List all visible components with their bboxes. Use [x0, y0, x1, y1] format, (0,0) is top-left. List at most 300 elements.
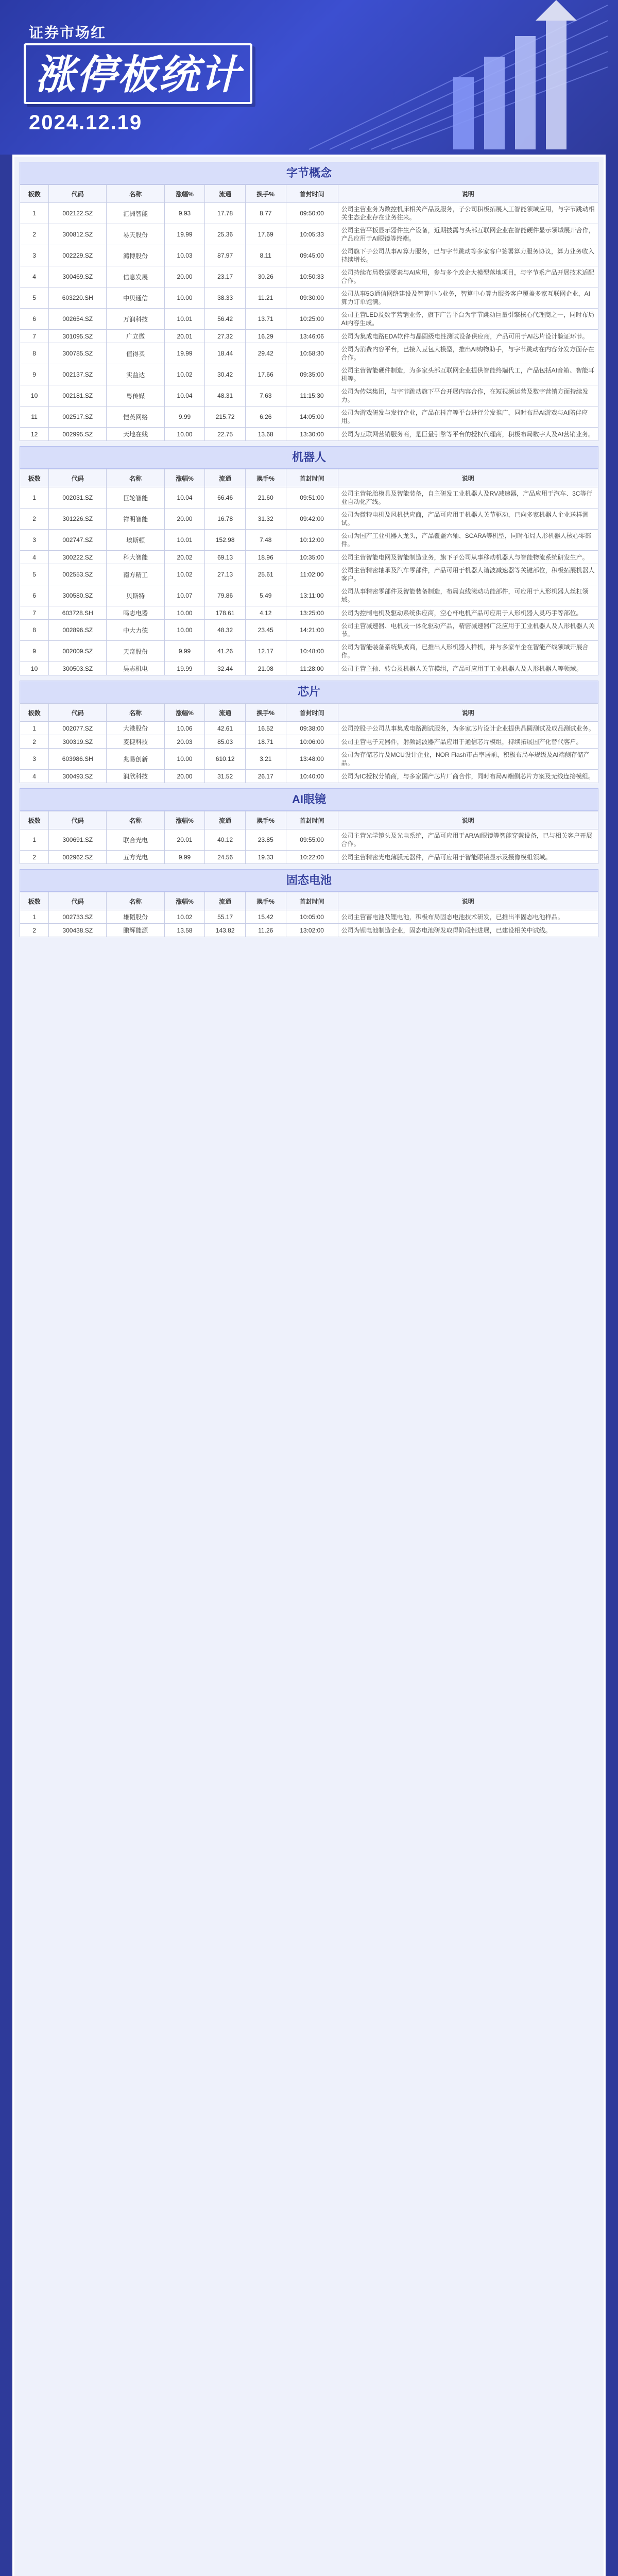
reason-cell: 公司主营主轴、转台及机器人关节模组，产品可应用于工业机器人及人形机器人等领域。: [338, 662, 598, 675]
table-cell: 27.13: [205, 564, 246, 585]
table-cell: 2: [20, 851, 49, 864]
column-header: 涨幅%: [164, 469, 205, 487]
table-cell: 2: [20, 924, 49, 937]
table-cell: 300503.SZ: [49, 662, 107, 675]
table-cell: 11: [20, 406, 49, 428]
table-cell: 9.99: [164, 641, 205, 662]
table-cell: 09:30:00: [286, 287, 338, 309]
table-cell: 中大力德: [107, 620, 164, 641]
table-cell: 鸣志电器: [107, 606, 164, 620]
table-cell: 粤传媒: [107, 385, 164, 406]
reason-cell: 公司为集成电路EDA软件与晶圆级电性测试设备供应商，产品可用于AI芯片设计验证环节。: [338, 330, 598, 343]
table-cell: 1: [20, 829, 49, 851]
column-header: 说明: [338, 185, 598, 203]
content-panel: [12, 155, 606, 2576]
table-cell: 20.01: [164, 330, 205, 343]
table-cell: 09:51:00: [286, 487, 338, 509]
table-cell: 30.42: [205, 364, 246, 385]
table-cell: 21.60: [245, 487, 286, 509]
table-cell: 300812.SZ: [49, 224, 107, 245]
table-cell: 002077.SZ: [49, 722, 107, 735]
table-cell: 301095.SZ: [49, 330, 107, 343]
column-header: 代码: [49, 704, 107, 722]
table-cell: 13:30:00: [286, 428, 338, 441]
table-cell: 002137.SZ: [49, 364, 107, 385]
table-row: [20, 309, 598, 330]
table-cell: 300580.SZ: [49, 585, 107, 606]
table-cell: 002747.SZ: [49, 530, 107, 551]
table-cell: 85.03: [205, 735, 246, 749]
column-header: 说明: [338, 704, 598, 722]
column-header: 代码: [49, 469, 107, 487]
table-cell: 10.04: [164, 385, 205, 406]
table-cell: 13.71: [245, 309, 286, 330]
table-cell: 55.17: [205, 910, 246, 924]
section-4: [20, 869, 598, 937]
table-cell: 21.08: [245, 662, 286, 675]
table-cell: 7.63: [245, 385, 286, 406]
column-header: 首封时间: [286, 704, 338, 722]
table-cell: 13:11:00: [286, 585, 338, 606]
table-header-row: [20, 469, 598, 487]
reason-cell: 公司为互联网营销服务商，是巨量引擎等平台的授权代理商，积极布局数字人及AI营销业务。: [338, 428, 598, 441]
header-banner: [0, 0, 618, 155]
table-cell: 10:22:00: [286, 851, 338, 864]
table-cell: 10:05:33: [286, 224, 338, 245]
table-cell: 8.11: [245, 245, 286, 266]
table-cell: 20.00: [164, 266, 205, 287]
table-cell: 五方光电: [107, 851, 164, 864]
reason-cell: 公司主营光学镜头及光电系统，产品可应用于AR/AI眼镜等智能穿戴设备，已与相关客户开展合作。: [338, 829, 598, 851]
table-cell: 11:02:00: [286, 564, 338, 585]
table-cell: 30.26: [245, 266, 286, 287]
column-header: 名称: [107, 892, 164, 910]
table-cell: 8.77: [245, 203, 286, 224]
table-row: [20, 509, 598, 530]
page-title: 涨停板统计: [35, 52, 242, 97]
column-header: 说明: [338, 469, 598, 487]
table-cell: 23.85: [245, 829, 286, 851]
table-cell: 值得买: [107, 343, 164, 364]
limit-up-table: [20, 811, 598, 864]
table-cell: 20.00: [164, 770, 205, 783]
column-header: 涨幅%: [164, 185, 205, 203]
table-cell: 13:02:00: [286, 924, 338, 937]
table-row: [20, 224, 598, 245]
section-3: [20, 788, 598, 864]
table-cell: 79.86: [205, 585, 246, 606]
table-cell: 002553.SZ: [49, 564, 107, 585]
table-cell: 300691.SZ: [49, 829, 107, 851]
reason-cell: 公司主营平板显示器件生产设备，近期披露与头部互联网企业在智能硬件显示领域展开合作，产品应用于AI眼镜等终端。: [338, 224, 598, 245]
table-row: [20, 287, 598, 309]
table-cell: 10:06:00: [286, 735, 338, 749]
column-header: 流通: [205, 892, 246, 910]
table-cell: 31.52: [205, 770, 246, 783]
reason-cell: 公司旗下子公司从事AI算力服务，已与字节跳动等多家客户签署算力服务协议，算力业务收入持续增长。: [338, 245, 598, 266]
table-cell: 002654.SZ: [49, 309, 107, 330]
column-header: 代码: [49, 185, 107, 203]
table-cell: 22.75: [205, 428, 246, 441]
table-cell: 11.26: [245, 924, 286, 937]
reason-cell: 公司从事5G通信网络建设及智算中心业务，智算中心算力服务客户覆盖多家互联网企业，AI算力订单饱满。: [338, 287, 598, 309]
table-cell: 87.97: [205, 245, 246, 266]
table-row: [20, 641, 598, 662]
table-cell: 联合光电: [107, 829, 164, 851]
reason-cell: 公司为智能装备系统集成商，已推出人形机器人样机，并与多家车企在智能产线领域开展合作。: [338, 641, 598, 662]
table-cell: 广立微: [107, 330, 164, 343]
reason-cell: 公司控股子公司从事集成电路测试服务，为多家芯片设计企业提供晶圆测试及成品测试业务。: [338, 722, 598, 735]
table-cell: 10.00: [164, 620, 205, 641]
table-row: [20, 266, 598, 287]
column-header: 说明: [338, 892, 598, 910]
table-cell: 祥明智能: [107, 509, 164, 530]
decorative-arrow-graphic: [299, 0, 618, 155]
section-2: [20, 681, 598, 783]
table-cell: 603220.SH: [49, 287, 107, 309]
table-cell: 巨轮智能: [107, 487, 164, 509]
table-cell: 万润科技: [107, 309, 164, 330]
table-cell: 8: [20, 343, 49, 364]
reason-cell: 公司主营精密轴承及汽车零部件，产品可用于机器人谐波减速器等关键部位，积极拓展机器人客户。: [338, 564, 598, 585]
table-cell: 4.12: [245, 606, 286, 620]
table-cell: 300222.SZ: [49, 551, 107, 564]
table-row: [20, 829, 598, 851]
table-cell: 7: [20, 330, 49, 343]
table-cell: 002229.SZ: [49, 245, 107, 266]
table-cell: 152.98: [205, 530, 246, 551]
table-cell: 17.66: [245, 364, 286, 385]
table-cell: 20.01: [164, 829, 205, 851]
limit-up-table: [20, 184, 598, 441]
table-row: [20, 735, 598, 749]
table-cell: 09:38:00: [286, 722, 338, 735]
column-header: 涨幅%: [164, 892, 205, 910]
table-cell: 4: [20, 266, 49, 287]
column-header: 流通: [205, 469, 246, 487]
table-cell: 18.96: [245, 551, 286, 564]
table-cell: 29.42: [245, 343, 286, 364]
table-cell: 天地在线: [107, 428, 164, 441]
table-cell: 7.48: [245, 530, 286, 551]
table-cell: 002896.SZ: [49, 620, 107, 641]
table-header-row: [20, 704, 598, 722]
table-header-row: [20, 811, 598, 829]
table-cell: 汇洲智能: [107, 203, 164, 224]
table-cell: 48.32: [205, 620, 246, 641]
table-cell: 9: [20, 364, 49, 385]
table-cell: 10.00: [164, 428, 205, 441]
reason-cell: 公司为消费内容平台，已接入豆包大模型，推出AI购物助手，与字节跳动在内容分发方面存在合作。: [338, 343, 598, 364]
table-cell: 10.00: [164, 606, 205, 620]
table-cell: 10: [20, 385, 49, 406]
table-cell: 1: [20, 910, 49, 924]
reason-cell: 公司主营业务为数控机床相关产品及服务，子公司积极拓展人工智能领域应用，与字节跳动相关生态企业存在业务往来。: [338, 203, 598, 224]
table-cell: 25.61: [245, 564, 286, 585]
reason-cell: 公司主营精密光电薄膜元器件，产品可应用于智能眼镜显示及摄像模组领域。: [338, 851, 598, 864]
reason-cell: 公司持续布局数据要素与AI应用，参与多个政企大模型落地项目，与字节系产品开展技术适配合作。: [338, 266, 598, 287]
table-cell: 3: [20, 530, 49, 551]
table-cell: 11.21: [245, 287, 286, 309]
table-cell: 23.45: [245, 620, 286, 641]
column-header: 板数: [20, 469, 49, 487]
table-cell: 9.93: [164, 203, 205, 224]
table-cell: 10: [20, 662, 49, 675]
table-row: [20, 585, 598, 606]
table-cell: 10.01: [164, 530, 205, 551]
column-header: 流通: [205, 185, 246, 203]
table-cell: 143.82: [205, 924, 246, 937]
table-row: [20, 770, 598, 783]
table-cell: 603728.SH: [49, 606, 107, 620]
table-cell: 10:12:00: [286, 530, 338, 551]
table-cell: 10.00: [164, 749, 205, 770]
limit-up-table: [20, 703, 598, 783]
table-cell: 南方精工: [107, 564, 164, 585]
table-cell: 16.52: [245, 722, 286, 735]
reason-cell: 公司从事精密零部件及智能装备制造，布局直线滚动功能部件，可应用于人形机器人丝杠领域。: [338, 585, 598, 606]
table-cell: 5.49: [245, 585, 286, 606]
table-cell: 10:25:00: [286, 309, 338, 330]
table-cell: 4: [20, 770, 49, 783]
table-cell: 鸿博股份: [107, 245, 164, 266]
table-cell: 19.99: [164, 343, 205, 364]
table-cell: 48.31: [205, 385, 246, 406]
table-cell: 12: [20, 428, 49, 441]
column-header: 名称: [107, 469, 164, 487]
reason-cell: 公司主营LED及数字营销业务，旗下广告平台为字节跳动巨量引擎核心代理商之一，同时布局AI内容生成。: [338, 309, 598, 330]
reason-cell: 公司为锂电池制造企业，固态电池研发取得阶段性进展，已建设相关中试线。: [338, 924, 598, 937]
table-cell: 16.29: [245, 330, 286, 343]
table-cell: 19.33: [245, 851, 286, 864]
table-cell: 恺英网络: [107, 406, 164, 428]
column-header: 换手%: [245, 704, 286, 722]
table-cell: 3: [20, 749, 49, 770]
column-header: 名称: [107, 704, 164, 722]
column-header: 首封时间: [286, 469, 338, 487]
column-header: 名称: [107, 185, 164, 203]
table-row: [20, 364, 598, 385]
reason-cell: 公司主营智能电网及智能制造业务，旗下子公司从事移动机器人与智能物流系统研发生产。: [338, 551, 598, 564]
table-cell: 10:50:33: [286, 266, 338, 287]
table-cell: 25.36: [205, 224, 246, 245]
table-cell: 10.02: [164, 364, 205, 385]
table-cell: 002009.SZ: [49, 641, 107, 662]
table-cell: 32.44: [205, 662, 246, 675]
table-cell: 天奇股份: [107, 641, 164, 662]
table-cell: 002962.SZ: [49, 851, 107, 864]
reason-cell: 公司为传媒集团，与字节跳动旗下平台开展内容合作，在短视频运营及数字营销方面持续发力。: [338, 385, 598, 406]
table-cell: 13:48:00: [286, 749, 338, 770]
column-header: 换手%: [245, 811, 286, 829]
table-cell: 17.78: [205, 203, 246, 224]
table-row: [20, 924, 598, 937]
table-cell: 9: [20, 641, 49, 662]
section-title: AI眼镜: [20, 788, 598, 811]
table-cell: 2: [20, 509, 49, 530]
column-header: 流通: [205, 811, 246, 829]
column-header: 涨幅%: [164, 704, 205, 722]
table-cell: 1: [20, 487, 49, 509]
table-cell: 610.12: [205, 749, 246, 770]
table-cell: 20.02: [164, 551, 205, 564]
table-row: [20, 551, 598, 564]
reason-cell: 公司为游戏研发与发行企业，产品在抖音等平台进行分发推广，同时布局AI游戏与AI陪伴应用。: [338, 406, 598, 428]
table-cell: 埃斯顿: [107, 530, 164, 551]
table-cell: 13:25:00: [286, 606, 338, 620]
table-row: [20, 406, 598, 428]
brand-name: 证券市场红: [29, 25, 107, 41]
table-cell: 002995.SZ: [49, 428, 107, 441]
table-cell: 2: [20, 224, 49, 245]
table-cell: 215.72: [205, 406, 246, 428]
column-header: 板数: [20, 811, 49, 829]
column-header: 板数: [20, 704, 49, 722]
column-header: 换手%: [245, 185, 286, 203]
table-row: [20, 606, 598, 620]
table-cell: 002733.SZ: [49, 910, 107, 924]
column-header: 代码: [49, 892, 107, 910]
reason-cell: 公司主营减速器、电机及一体化驱动产品，精密减速器广泛应用于工业机器人及人形机器人关节。: [338, 620, 598, 641]
table-cell: 42.61: [205, 722, 246, 735]
table-cell: 38.33: [205, 287, 246, 309]
table-cell: 31.32: [245, 509, 286, 530]
table-cell: 10.00: [164, 287, 205, 309]
table-cell: 23.17: [205, 266, 246, 287]
table-cell: 18.44: [205, 343, 246, 364]
table-cell: 09:50:00: [286, 203, 338, 224]
table-cell: 11:15:30: [286, 385, 338, 406]
table-cell: 1: [20, 722, 49, 735]
table-cell: 17.69: [245, 224, 286, 245]
table-cell: 40.12: [205, 829, 246, 851]
table-header-row: [20, 892, 598, 910]
table-cell: 19.99: [164, 662, 205, 675]
table-row: [20, 564, 598, 585]
table-row: [20, 530, 598, 551]
table-cell: 18.71: [245, 735, 286, 749]
section-title: 字节概念: [20, 162, 598, 184]
table-cell: 10.02: [164, 564, 205, 585]
table-cell: 002122.SZ: [49, 203, 107, 224]
table-cell: 301226.SZ: [49, 509, 107, 530]
section-0: [20, 162, 598, 441]
table-cell: 14:21:00: [286, 620, 338, 641]
table-cell: 10.04: [164, 487, 205, 509]
table-cell: 19.99: [164, 224, 205, 245]
table-cell: 10:35:00: [286, 551, 338, 564]
table-cell: 26.17: [245, 770, 286, 783]
column-header: 换手%: [245, 892, 286, 910]
column-header: 涨幅%: [164, 811, 205, 829]
table-cell: 10.02: [164, 910, 205, 924]
table-cell: 603986.SH: [49, 749, 107, 770]
table-cell: 1: [20, 203, 49, 224]
column-header: 代码: [49, 811, 107, 829]
reason-cell: 公司主营智能硬件制造，为多家头部互联网企业提供智能终端代工，产品包括AI音箱、智能耳机等。: [338, 364, 598, 385]
table-cell: 11:28:00: [286, 662, 338, 675]
table-cell: 002517.SZ: [49, 406, 107, 428]
table-row: [20, 428, 598, 441]
table-row: [20, 851, 598, 864]
table-row: [20, 620, 598, 641]
table-cell: 300319.SZ: [49, 735, 107, 749]
table-cell: 2: [20, 735, 49, 749]
section-title: 机器人: [20, 446, 598, 469]
table-cell: 6.26: [245, 406, 286, 428]
table-cell: 昊志机电: [107, 662, 164, 675]
table-cell: 10:58:30: [286, 343, 338, 364]
table-row: [20, 487, 598, 509]
column-header: 流通: [205, 704, 246, 722]
section-title: 固态电池: [20, 869, 598, 892]
table-cell: 10.07: [164, 585, 205, 606]
column-header: 首封时间: [286, 811, 338, 829]
table-cell: 科大智能: [107, 551, 164, 564]
table-cell: 5: [20, 287, 49, 309]
reason-cell: 公司为控制电机及驱动系统供应商，空心杯电机产品可应用于人形机器人灵巧手等部位。: [338, 606, 598, 620]
reason-cell: 公司主营蓄电池及锂电池，积极布局固态电池技术研发，已推出半固态电池样品。: [338, 910, 598, 924]
table-row: [20, 203, 598, 224]
table-row: [20, 330, 598, 343]
table-cell: 8: [20, 620, 49, 641]
table-cell: 兆易创新: [107, 749, 164, 770]
table-row: [20, 343, 598, 364]
table-row: [20, 245, 598, 266]
table-row: [20, 722, 598, 735]
table-cell: 5: [20, 564, 49, 585]
table-cell: 10.06: [164, 722, 205, 735]
table-cell: 鹏辉能源: [107, 924, 164, 937]
table-cell: 09:55:00: [286, 829, 338, 851]
table-cell: 易天股份: [107, 224, 164, 245]
table-cell: 27.32: [205, 330, 246, 343]
table-cell: 9.99: [164, 851, 205, 864]
column-header: 板数: [20, 185, 49, 203]
table-cell: 13.58: [164, 924, 205, 937]
table-cell: 002181.SZ: [49, 385, 107, 406]
table-cell: 6: [20, 585, 49, 606]
table-cell: 信息发展: [107, 266, 164, 287]
section-title: 芯片: [20, 681, 598, 703]
table-cell: 润欣科技: [107, 770, 164, 783]
table-cell: 16.78: [205, 509, 246, 530]
column-header: 说明: [338, 811, 598, 829]
table-header-row: [20, 185, 598, 203]
column-header: 板数: [20, 892, 49, 910]
table-cell: 12.17: [245, 641, 286, 662]
reason-cell: 公司为微特电机及风机供应商，产品可应用于机器人关节驱动，已向多家机器人企业送样测试。: [338, 509, 598, 530]
table-cell: 3.21: [245, 749, 286, 770]
table-cell: 10.03: [164, 245, 205, 266]
table-cell: 300438.SZ: [49, 924, 107, 937]
reason-cell: 公司为IC授权分销商，与多家国产芯片厂商合作，同时布局AI端侧芯片方案及无线连接模组。: [338, 770, 598, 783]
limit-up-table: [20, 892, 598, 937]
table-cell: 雄韬股份: [107, 910, 164, 924]
table-cell: 实益达: [107, 364, 164, 385]
table-row: [20, 749, 598, 770]
table-cell: 10:40:00: [286, 770, 338, 783]
table-cell: 10.01: [164, 309, 205, 330]
table-cell: 300469.SZ: [49, 266, 107, 287]
table-cell: 麦捷科技: [107, 735, 164, 749]
table-cell: 3: [20, 245, 49, 266]
table-cell: 15.42: [245, 910, 286, 924]
table-cell: 13.68: [245, 428, 286, 441]
table-cell: 56.42: [205, 309, 246, 330]
table-cell: 10:05:00: [286, 910, 338, 924]
table-cell: 002031.SZ: [49, 487, 107, 509]
